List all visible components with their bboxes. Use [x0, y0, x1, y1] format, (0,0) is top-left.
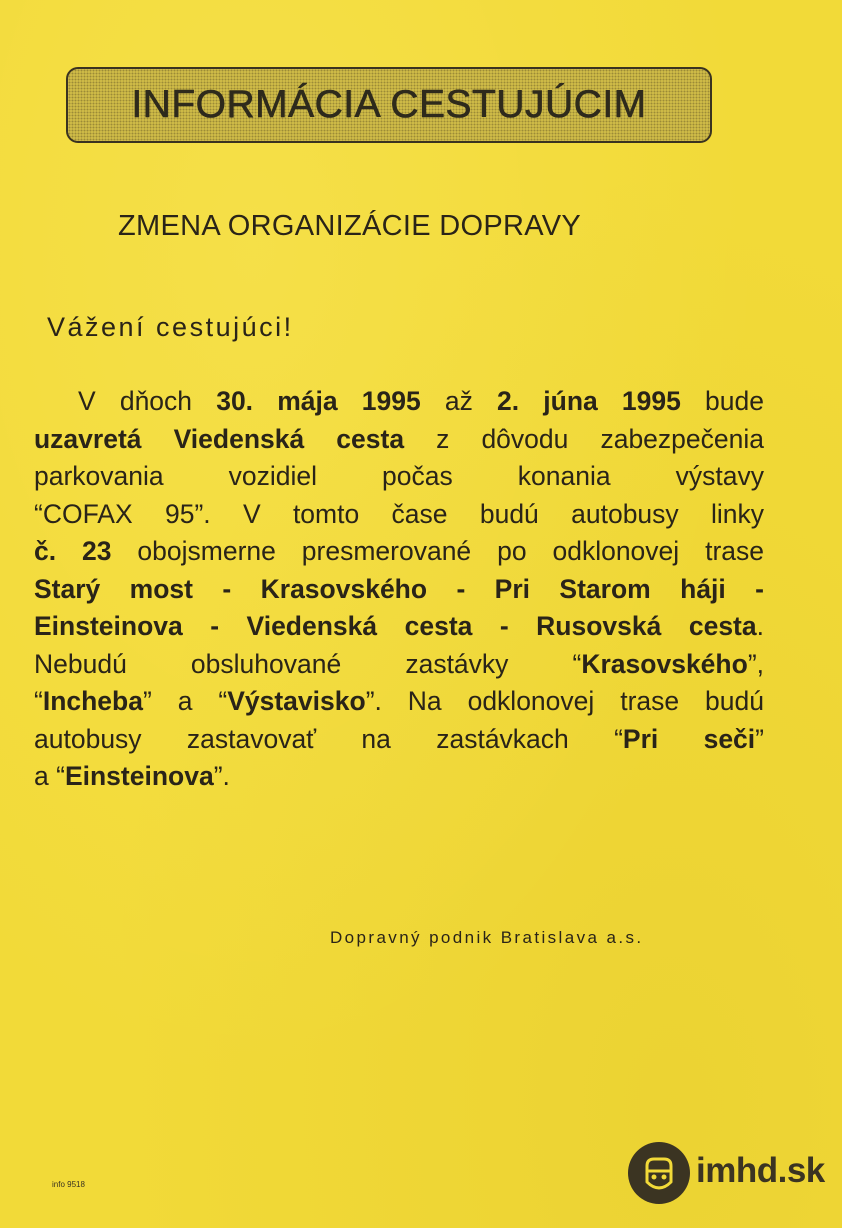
info-code: info 9518 [52, 1180, 85, 1189]
signature: Dopravný podnik Bratislava a.s. [330, 928, 644, 947]
bus-front-icon [628, 1142, 690, 1204]
date-start: 30. mája 1995 [216, 386, 421, 416]
body-line-3: parkovania vozidiel počas konania výstavy [34, 461, 764, 491]
body-line-8: Nebudú obsluhované zastávky “Krasovského”, [34, 648, 764, 679]
stop-pri-seci: Pri seči [622, 723, 756, 754]
detour-route-2: Einsteinova - Viedenská cesta - Rusovská cesta [34, 611, 757, 641]
header-box [66, 67, 712, 143]
date-end: 2. júna 1995 [497, 386, 681, 416]
body-line-11: a “Einsteinova”. [34, 761, 230, 791]
stop-incheba: Incheba [42, 686, 143, 716]
body-line-9: “Incheba” a “Výstavisko”. Na odklonovej trase budú [34, 686, 764, 716]
body-line-1: V dňoch 30. mája 1995 až 2. júna 1995 bude [78, 386, 764, 416]
greeting: Vážení cestujúci! [47, 312, 294, 342]
closed-road: uzavretá Viedenská cesta [34, 423, 405, 454]
body-line-10: autobusy zastavovať na zastávkach “Pri seči” [34, 723, 764, 754]
stop-einsteinova: Einsteinova [64, 761, 214, 791]
body-line-7: Einsteinova - Viedenská cesta - Rusovská cesta. [34, 611, 764, 641]
detour-route-1: Starý most - Krasovského - Pri Starom háji - [34, 573, 764, 604]
logo-text: imhd.sk [696, 1151, 825, 1190]
line-number: č. 23 [34, 536, 112, 566]
body-line-2: uzavretá Viedenská cesta z dôvodu zabezpečenia [34, 423, 764, 454]
imhd-logo[interactable] [628, 1140, 828, 1206]
stop-vystavisko: Výstavisko [227, 686, 366, 716]
notice-body [34, 383, 764, 796]
header-title: INFORMÁCIA CESTUJÚCIM [131, 83, 647, 126]
stop-krasovskeho: Krasovského [581, 648, 748, 679]
body-line-5: č. 23 obojsmerne presmerované po odklonovej trase [34, 536, 764, 566]
notice-subtitle: ZMENA ORGANIZÁCIE DOPRAVY [118, 210, 581, 242]
body-line-4: “COFAX 95”. V tomto čase budú autobusy linky [34, 498, 764, 529]
